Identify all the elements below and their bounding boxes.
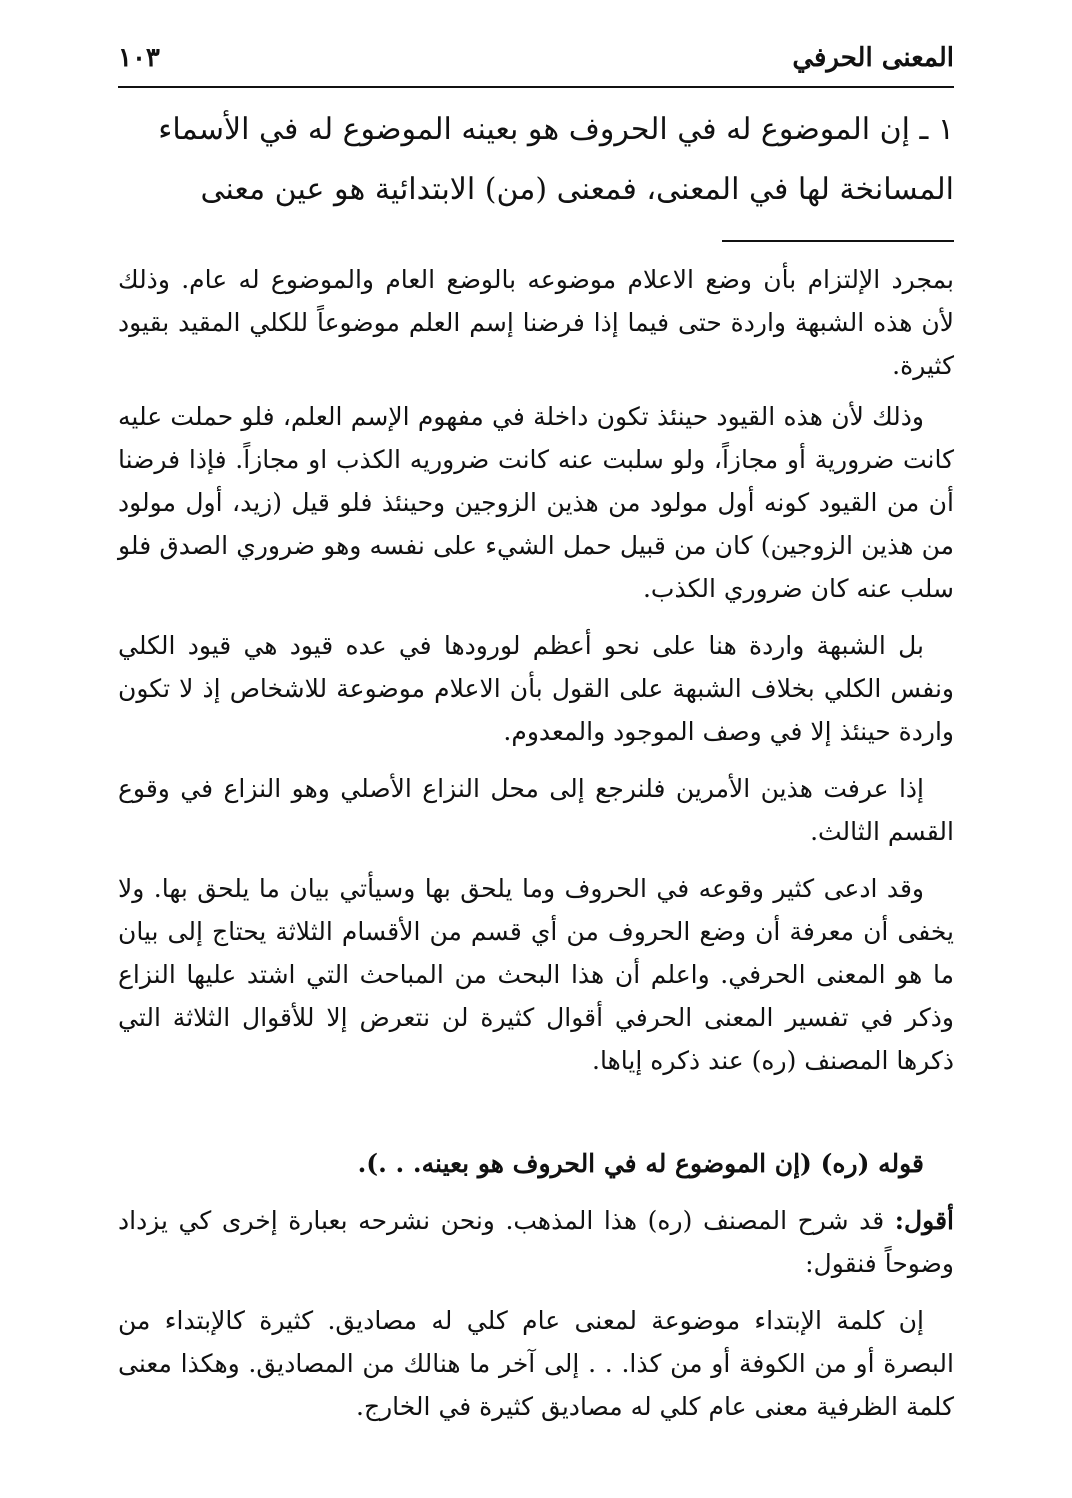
main-text-line-2: المسانخة لها في المعنى، فمعنى (من) الابتدائية هو عين معنى: [200, 172, 954, 207]
running-title: المعنى الحرفي: [792, 43, 954, 73]
notes-paragraph-4: إذا عرفت هذين الأمرين فلنرجع إلى محل النزاع الأصلي وهو النزاع في وقوع القسم الثالث.: [118, 774, 954, 846]
notes-paragraph-1: بمجرد الإلتزام بأن وضع الاعلام موضوعه بالوضع العام والموضوع له عام. وذلك لأن هذه الشبهة واردة حتى فيما إذا فرضنا إسم العلم موضوعاً للكلي المقيد بقيود كثيرة.: [118, 265, 954, 380]
commentary-lead-word: أقول:: [894, 1206, 954, 1235]
commentary-section: [118, 1142, 954, 1442]
notes-paragraph-2: وذلك لأن هذه القيود حينئذ تكون داخلة في مفهوم الإسم العلم، فلو حملت عليه كانت ضرورية أو مجازاً، ولو سلبت عنه كانت ضروريه الكذب او مجازاً. فإذا فرضنا أن من القيود كونه أول مولود من هذين الزوجين وحينئذ فلو قيل (زيد، أول مولود من هذين الزوجين) كان من قبيل حمل الشيء على نفسه وهو ضروري الصدق فلو سلب عنه كان ضروري الكذب.: [118, 402, 954, 603]
commentary-paragraph-1: [118, 1199, 954, 1285]
notes-paragraph-3: بل الشبهة واردة هنا على نحو أعظم لورودها في عده قيود هي قيود الكلي ونفس الكلي بخلاف الشبهة على القول بأن الاعلام موضوعة للاشخاص إذ لا تكون واردة حينئذ إلا في وصف الموجود والمعدوم.: [118, 631, 954, 746]
commentary-paragraph-1-text: قد شرح المصنف (ره) هذا المذهب. ونحن نشرحه بعبارة إخرى كي يزداد وضوحاً فنقول:: [118, 1206, 954, 1278]
main-text-line-1: ١ ـ إن الموضوع له في الحروف هو بعينه الموضوع له في الأسماء: [158, 112, 954, 147]
notes-paragraph-5: وقد ادعى كثير وقوعه في الحروف وما يلحق بها وسيأتي بيان ما يلحق بها. ولا يخفى أن معرفة أن وضع الحروف من أي قسم من الأقسام الثلاثة يحتاج إلى بيان ما هو المعنى الحرفي. واعلم أن هذا البحث من المباحث التي اشتد عليها النزاع وذكر في تفسير المعنى الحرفي أقوال كثيرة لن نتعرض إلا للأقوال الثلاثة التي ذكرها المصنف (ره) عند ذكره إياها.: [118, 874, 954, 1075]
notes-section: [118, 258, 954, 1096]
footnote-separator: [722, 240, 954, 242]
commentary-paragraph-2: إن كلمة الإبتداء موضوعة لمعنى عام كلي له مصاديق. كثيرة كالإبتداء من البصرة أو من الكوفة أو من كذا. . . إلى آخر ما هنالك من المصاديق. وهكذا معنى كلمة الظرفية معنى عام كلي له مصاديق كثيرة في الخارج.: [118, 1306, 954, 1421]
main-text: [118, 100, 954, 220]
header-rule: [118, 86, 954, 88]
commentary-heading: قوله (ره) (إن الموضوع له في الحروف هو بعينه. . .).: [357, 1149, 924, 1178]
running-header: [118, 34, 954, 82]
page-number: ١٠٣: [118, 43, 160, 73]
